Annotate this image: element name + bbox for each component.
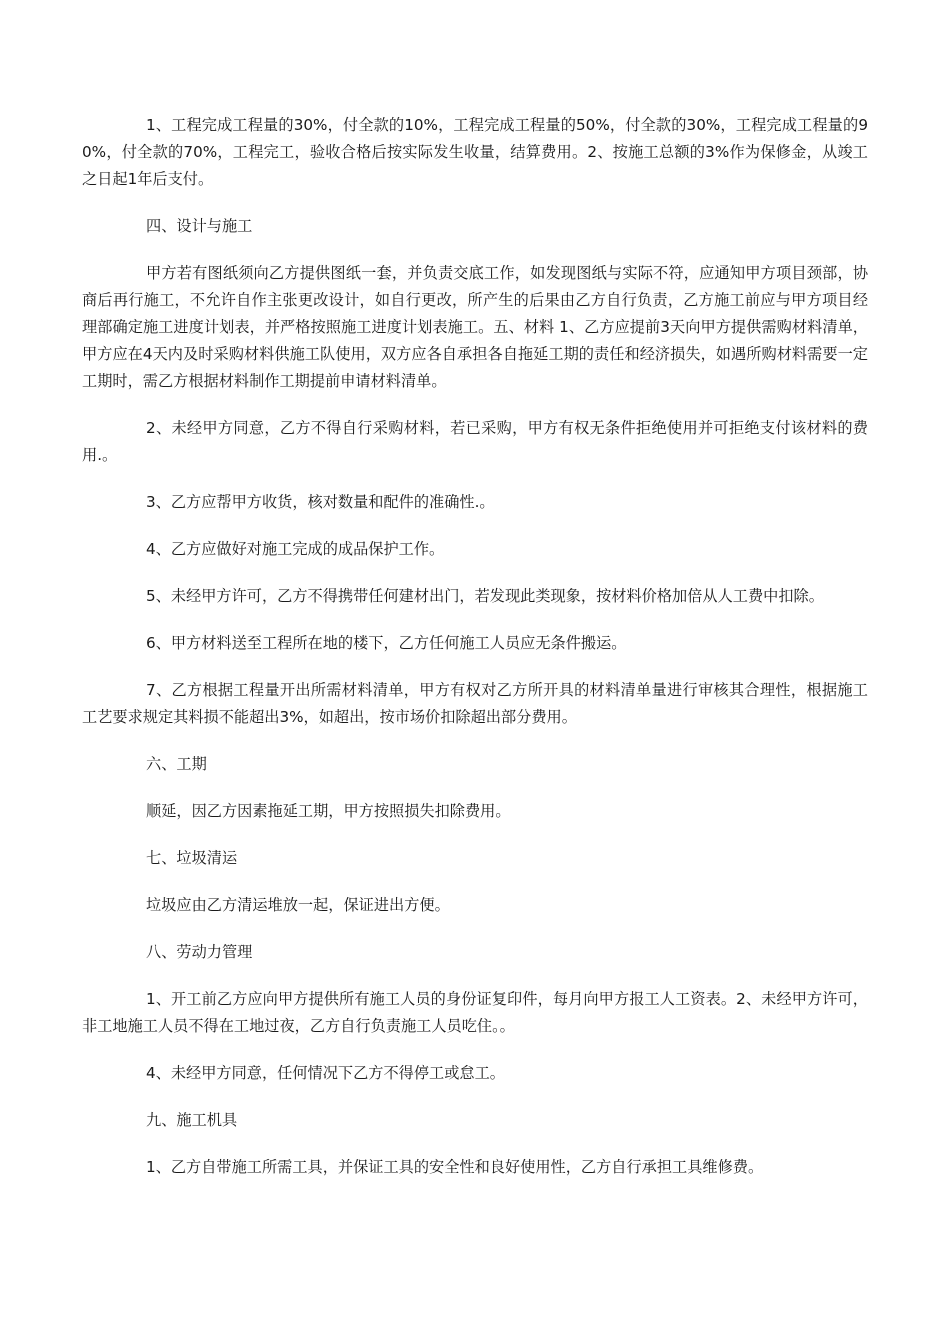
section-heading-schedule: 六、工期 <box>146 755 207 773</box>
clause-schedule-delay: 顺延，因乙方因素拖延工期，甲方按照损失扣除费用。 <box>146 802 511 820</box>
section-heading-design-construction: 四、设计与施工 <box>146 217 253 235</box>
clause-drawings-and-materials: 甲方若有图纸须向乙方提供图纸一套，并负责交底工作，如发现图纸与实际不符，应通知甲方项目颈部，协商后再行施工，不允许自作主张更改设计，如自行更改，所产生的后果由乙方自行负责，乙方施工前应与甲方项目经理部确定施工进度计划表，并严格按照施工进度计划表施工。五、材料 1、乙方应提前3天向甲方提供需购材料清单，甲方应在4天内及时采购材料供施工队使用，双方应各自承担各自拖延工期的责任和经济损失，如遇所购材料需要一定工期时，需乙方根据材料制作工期提前申请材料清单。 <box>82 264 868 390</box>
clause-waste-removal: 垃圾应由乙方清运堆放一起，保证进出方便。 <box>146 896 450 914</box>
clause-product-protection: 4、乙方应做好对施工完成的成品保护工作。 <box>146 540 445 558</box>
document-body <box>82 112 868 1201</box>
section-heading-waste-removal: 七、垃圾清运 <box>146 849 238 867</box>
clause-material-handling: 6、甲方材料送至工程所在地的楼下，乙方任何施工人员应无条件搬运。 <box>146 634 627 652</box>
clause-receiving-goods: 3、乙方应帮甲方收货，核对数量和配件的准确性.。 <box>146 493 495 511</box>
clause-materials-removal: 5、未经甲方许可，乙方不得携带任何建材出门，若发现此类现象，按材料价格加倍从人工费中扣除。 <box>146 587 824 605</box>
section-heading-labor-management: 八、劳动力管理 <box>146 943 253 961</box>
clause-material-list-review: 7、乙方根据工程量开出所需材料清单，甲方有权对乙方所开具的材料清单量进行审核其合理性，根据施工工艺要求规定其料损不能超出3%，如超出，按市场价扣除超出部分费用。 <box>82 681 868 726</box>
section-heading-construction-tools: 九、施工机具 <box>146 1111 238 1129</box>
clause-payment-terms: 1、工程完成工程量的30%，付全款的10%，工程完成工程量的50%，付全款的30%，工程完成工程量的90%，付全款的70%，工程完工，验收合格后按实际发生收量，结算费用。2、按施工总额的3%作为保修金，从竣工之日起1年后支付。 <box>82 116 868 188</box>
clause-tools: 1、乙方自带施工所需工具，并保证工具的安全性和良好使用性，乙方自行承担工具维修费。 <box>146 1158 764 1176</box>
clause-no-work-stoppage: 4、未经甲方同意，任何情况下乙方不得停工或怠工。 <box>146 1064 505 1082</box>
clause-material-purchase-consent: 2、未经甲方同意，乙方不得自行采购材料，若已采购，甲方有权无条件拒绝使用并可拒绝支付该材料的费用.。 <box>82 419 868 464</box>
clause-labor-documents: 1、开工前乙方应向甲方提供所有施工人员的身份证复印件，每月向甲方报工人工资表。2、未经甲方许可，非工地施工人员不得在工地过夜，乙方自行负责施工人员吃住。。 <box>82 990 868 1035</box>
